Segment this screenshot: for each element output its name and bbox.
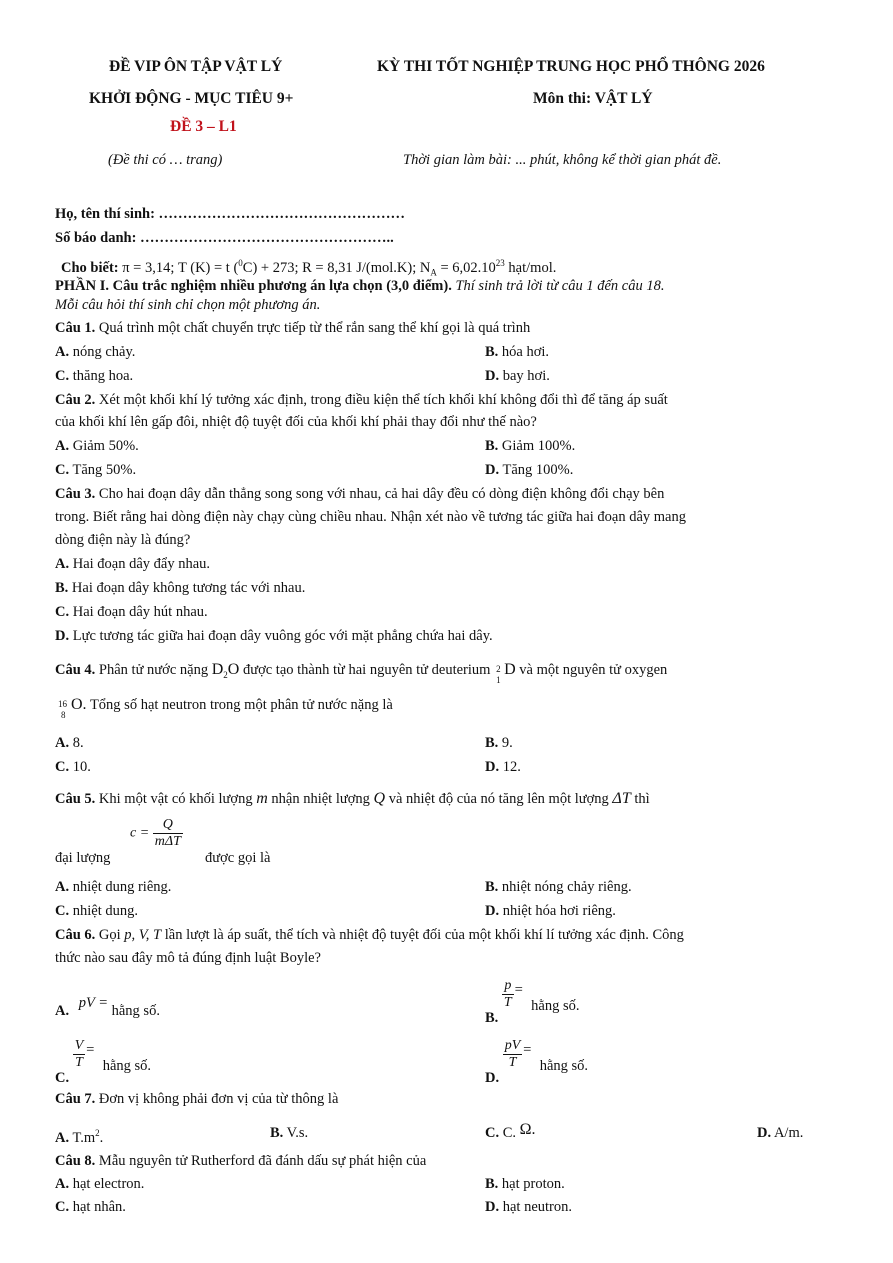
question-number: Câu 3. — [55, 486, 96, 502]
question-text-3: và nhiệt độ của nó tăng lên một lượng — [388, 791, 609, 807]
q4-option-c[interactable]: C. 10. — [55, 759, 91, 775]
part1-note2: Mỗi câu hỏi thí sinh chỉ chọn một phương án. — [55, 297, 321, 313]
question-text: Cho hai đoạn dây dẫn thẳng song song với nhau, cả hai dây đều có dòng điện không đổi chạy bên — [98, 486, 665, 502]
question-text-4: thì — [634, 791, 650, 807]
pages-note: (Đề thi có … trang) — [108, 152, 223, 168]
q3-option-c[interactable]: C. Hai đoạn dây hút nhau. — [55, 604, 208, 620]
q5-option-b[interactable]: B. nhiệt nóng chảy riêng. — [485, 879, 632, 895]
q4-option-b[interactable]: B. 9. — [485, 735, 513, 751]
q8-option-b[interactable]: B. hạt proton. — [485, 1176, 565, 1192]
question-text: Gọi — [98, 927, 121, 943]
question-5-line2-end: được gọi là — [205, 850, 271, 866]
question-3 — [55, 485, 664, 503]
question-1 — [55, 319, 530, 337]
oxygen-symbol: O. — [71, 696, 87, 713]
q5-option-c[interactable]: C. nhiệt dung. — [55, 903, 138, 919]
deuterium-isotope: 2 1 — [496, 663, 501, 685]
question-4-line2 — [58, 696, 393, 720]
q6-option-a[interactable]: A. pV = hằng số. — [55, 995, 160, 1019]
question-7 — [55, 1090, 338, 1108]
q8-option-d[interactable]: D. hạt neutron. — [485, 1199, 572, 1215]
q1-option-b[interactable]: B. hóa hơi. — [485, 344, 550, 360]
subject: Môn thi: VẬT LÝ — [533, 90, 653, 107]
avogadro-unit: hạt/mol. — [508, 259, 557, 276]
pi-value: π = 3,14; — [122, 259, 175, 276]
q6-option-d[interactable]: D. $\frac{pV}{T}$ = hằng số. — [485, 1038, 589, 1086]
q2-option-d[interactable]: D. Tăng 100%. — [485, 462, 574, 478]
q2-option-b[interactable]: B. Giảm 100%. — [485, 438, 576, 454]
exam-level: KHỞI ĐỘNG - MỤC TIÊU 9+ — [89, 90, 294, 107]
kelvin-formula: T (K) = t ( — [178, 259, 239, 276]
candidate-name-label: Họ, tên thí sinh: — [55, 206, 155, 222]
q4-option-d[interactable]: D. 12. — [485, 759, 521, 775]
question-8 — [55, 1152, 426, 1170]
q5-option-d[interactable]: D. nhiệt hóa hơi riêng. — [485, 903, 616, 919]
kelvin-formula-end: C) + 273; — [242, 259, 299, 276]
q2-option-a[interactable]: A. Giảm 50%. — [55, 438, 139, 454]
q1-option-a[interactable]: A. nóng chảy. — [55, 344, 136, 360]
q5-option-a[interactable]: A. nhiệt dung riêng. — [55, 879, 172, 895]
question-text-3: và một nguyên tử oxygen — [519, 662, 668, 678]
question-text-2: được tạo thành từ hai nguyên tử deuterium — [242, 662, 491, 678]
question-number: Câu 5. — [55, 791, 96, 807]
part1-title: PHẦN I. Câu trắc nghiệm nhiều phương án lựa chọn (3,0 điểm). — [55, 278, 452, 294]
question-text: Phân tử nước nặng — [98, 662, 209, 678]
part1-heading — [55, 277, 664, 295]
var-dt: ΔT — [612, 790, 631, 807]
formula-specific-heat: c = $\frac{Q}{\text{mΔT}}$ — [130, 817, 181, 849]
q3-option-a[interactable]: A. Hai đoạn dây đẩy nhau. — [55, 556, 211, 572]
question-text-4: Tổng số hạt neutron trong một phân tử nước nặng là — [89, 697, 393, 713]
question-text: Khi một vật có khối lượng — [98, 791, 253, 807]
exam-source-title: ĐỀ VIP ÔN TẬP VẬT LÝ — [109, 58, 283, 75]
candidate-id-row — [55, 229, 394, 247]
question-number: Câu 1. — [55, 320, 96, 336]
question-6 — [55, 926, 684, 944]
avogadro-exp: 23 — [495, 258, 505, 268]
degree-sup: 0 — [238, 258, 243, 268]
exam-title: KỲ THI TỐT NGHIỆP TRUNG HỌC PHỔ THÔNG 2026 — [377, 58, 765, 75]
question-text: Mẫu nguyên tử Rutherford đã đánh dấu sự phát hiện của — [98, 1153, 427, 1169]
question-number: Câu 4. — [55, 662, 96, 678]
question-5 — [55, 790, 650, 808]
question-text-2: nhận nhiệt lượng — [271, 791, 370, 807]
avogadro-value: = 6,02.10 — [440, 259, 496, 276]
formula-d2o: $D_2O$ — [211, 661, 240, 681]
deuterium-symbol: D — [504, 661, 516, 678]
q8-option-a[interactable]: A. hạt electron. — [55, 1176, 145, 1192]
part1-note: Thí sinh trả lời từ câu 1 đến câu 18. — [455, 278, 665, 294]
var-q: Q — [373, 790, 386, 807]
question-vars: p, V, T — [124, 927, 162, 943]
gas-constant: R = 8,31 J/(mol.K); — [302, 259, 417, 276]
q4-option-a[interactable]: A. 8. — [55, 735, 84, 751]
question-2 — [55, 391, 668, 409]
question-6-line2: thức nào sau đây mô tả đúng định luật Boyle? — [55, 950, 321, 966]
candidate-name-dots: …………………………………………… — [158, 206, 406, 222]
q1-option-d[interactable]: D. bay hơi. — [485, 368, 550, 384]
candidate-name-row — [55, 205, 405, 223]
exam-code: ĐỀ 3 – L1 — [170, 118, 237, 135]
question-3-line2: trong. Biết rằng hai dòng điện này chạy cùng chiều nhau. Nhận xét nào về tương tác giữa hai đoạn dây mang — [55, 509, 686, 525]
candidate-id-label: Số báo danh: — [55, 230, 137, 246]
candidate-id-dots: …………………………………………….. — [140, 230, 394, 246]
question-text: Quá trình một chất chuyển trực tiếp từ thể rắn sang thể khí gọi là quá trình — [98, 320, 531, 336]
question-number: Câu 7. — [55, 1091, 96, 1107]
question-text-2: lần lượt là áp suất, thể tích và nhiệt độ tuyệt đối của một khối khí lí tưởng xác định. Công — [164, 927, 684, 943]
question-3-line3: dòng điện này là đúng? — [55, 532, 191, 548]
q2-option-c[interactable]: C. Tăng 50%. — [55, 462, 137, 478]
q3-option-d[interactable]: D. Lực tương tác giữa hai đoạn dây vuông góc với mặt phẳng chứa hai dây. — [55, 628, 493, 644]
var-m: m — [256, 790, 268, 807]
question-number: Câu 2. — [55, 392, 96, 408]
question-text: Đơn vị không phải đơn vị của từ thông là — [98, 1091, 339, 1107]
q7-option-b[interactable]: B. V.s. — [270, 1125, 309, 1141]
q6-option-b[interactable]: B. $\frac{p}{T}$ = hằng số. — [485, 978, 580, 1026]
given-label: Cho biết: — [61, 259, 119, 276]
avogadro-symbol: N — [419, 259, 431, 276]
q7-option-d[interactable]: D. A/m. — [757, 1125, 804, 1141]
question-number: Câu 8. — [55, 1153, 96, 1169]
question-number: Câu 6. — [55, 927, 96, 943]
q7-option-c[interactable]: C. C. Ω. — [485, 1121, 536, 1141]
question-text: Xét một khối khí lý tưởng xác định, trong điều kiện thể tích khối khí không đổi thì để tăng áp suất — [98, 392, 668, 408]
time-note: Thời gian làm bài: ... phút, không kể thời gian phát đề. — [403, 152, 722, 168]
question-2-line2: của khối khí lên gấp đôi, nhiệt độ tuyệt đối của khối khí phải thay đổi như thế nào? — [55, 414, 537, 430]
q6-option-c[interactable]: C. $\frac{V}{T}$ = hằng số. — [55, 1038, 152, 1086]
q7-option-a[interactable]: A. $T.m^2$. — [55, 1128, 104, 1146]
question-5-line2-label: đại lượng — [55, 850, 111, 866]
q3-option-b[interactable]: B. Hai đoạn dây không tương tác với nhau. — [55, 580, 306, 596]
avogadro-sub: A — [430, 267, 437, 278]
q8-option-c[interactable]: C. hạt nhân. — [55, 1199, 126, 1215]
oxygen-isotope: 16 8 — [58, 698, 67, 720]
question-4 — [55, 661, 667, 684]
q1-option-c[interactable]: C. thăng hoa. — [55, 368, 134, 384]
